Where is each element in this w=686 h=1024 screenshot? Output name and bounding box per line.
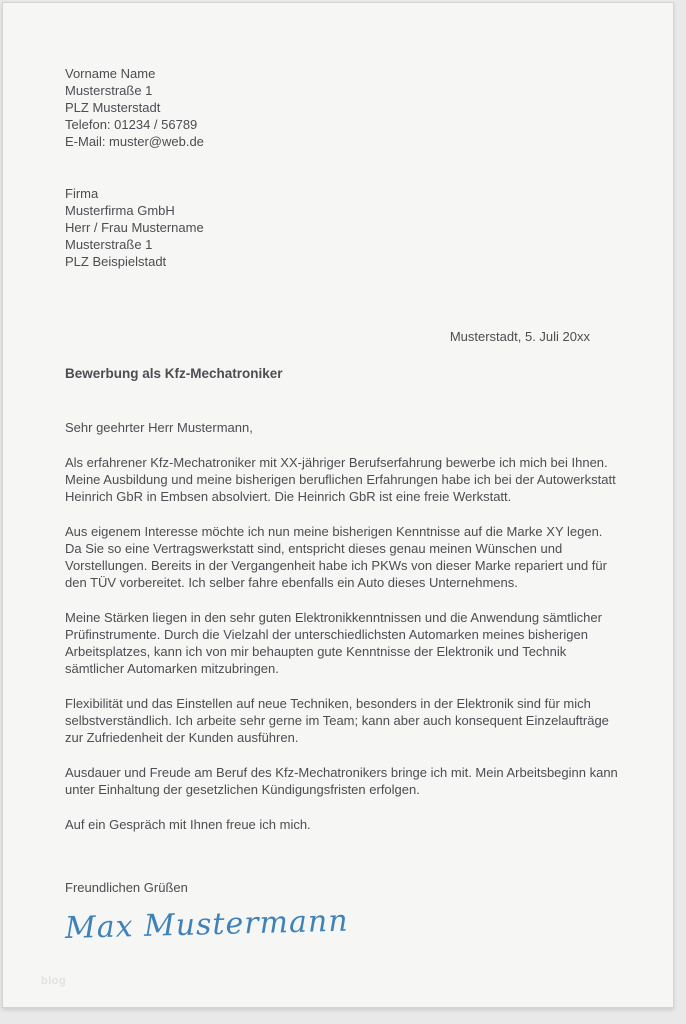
recipient-street: Musterstraße 1 [65, 237, 153, 252]
recipient-city: PLZ Beispielstadt [65, 254, 167, 269]
watermark: blog [41, 975, 67, 987]
sender-city: PLZ Musterstadt [65, 100, 161, 115]
body-paragraph: Meine Stärken liegen in den sehr guten Elektronikkenntnissen und die Anwendung sämtlicher Prüfinstrumente. Durch die Vielzahl der unterschiedlichsten Automarken meines bisherigen Arbeitsplatzes, kann ich von mir behaupten gute Kenntnisse der Elektronik und Technik sämtlicher Automarken mitzubringen. [65, 610, 602, 676]
letter-date: Musterstadt, 5. Juli 20xx [449, 329, 590, 344]
body-paragraph: Ausdauer und Freude am Beruf des Kfz-Mechatronikers bringe ich mit. Mein Arbeitsbeginn kann unter Einhaltung der gesetzlichen Kündigungsfristen erfolgen. [65, 765, 618, 797]
closing-phrase: Freundlichen Grüßen [65, 880, 188, 895]
sender-email: E-Mail: muster@web.de [65, 134, 204, 149]
recipient-contact-person: Herr / Frau Mustername [65, 220, 204, 235]
recipient-address-block [65, 185, 618, 270]
sender-street: Musterstraße 1 [65, 83, 153, 98]
sender-address-block [65, 65, 618, 150]
body-paragraph: Als erfahrener Kfz-Mechatroniker mit XX-jähriger Berufserfahrung bewerbe ich mich bei Ihnen. Meine Ausbildung und meine bisherigen beruflichen Erfahrungen habe ich bei der Autowerkstatt Heinrich GbR in Embsen absolviert. Die Heinrich GbR ist eine freie Werkstatt. [65, 455, 616, 504]
letter-page [2, 2, 674, 1008]
recipient-company-label: Firma [65, 186, 99, 201]
recipient-company-name: Musterfirma GmbH [65, 203, 175, 218]
sender-name: Vorname Name [65, 66, 156, 81]
handwritten-signature: Max Mustermann [64, 903, 349, 946]
body-paragraph: Flexibilität und das Einstellen auf neue Techniken, besonders in der Elektronik sind für mich selbstverständlich. Ich arbeite sehr gerne im Team; kann aber auch konsequent Einzelaufträge zur Zufriedenheit der Kunden ausführen. [65, 696, 609, 745]
body-paragraph: Auf ein Gespräch mit Ihnen freue ich mich. [65, 817, 311, 832]
body-paragraph: Aus eigenem Interesse möchte ich nun meine bisherigen Kenntnisse auf die Marke XY legen. Da Sie so eine Vertragswerkstatt sind, entspricht dieses genau meinen Wünschen und Vorstellungen. Bereits in der Vergangenheit habe ich PKWs von dieser Marke repariert und für den TÜV vorbereitet. Ich selber fahre ebenfalls ein Auto dieses Unternehmens. [65, 524, 607, 590]
sender-phone: Telefon: 01234 / 56789 [65, 117, 198, 132]
subject-line: Bewerbung als Kfz-Mechatroniker [65, 366, 283, 381]
salutation: Sehr geehrter Herr Mustermann, [65, 420, 253, 435]
